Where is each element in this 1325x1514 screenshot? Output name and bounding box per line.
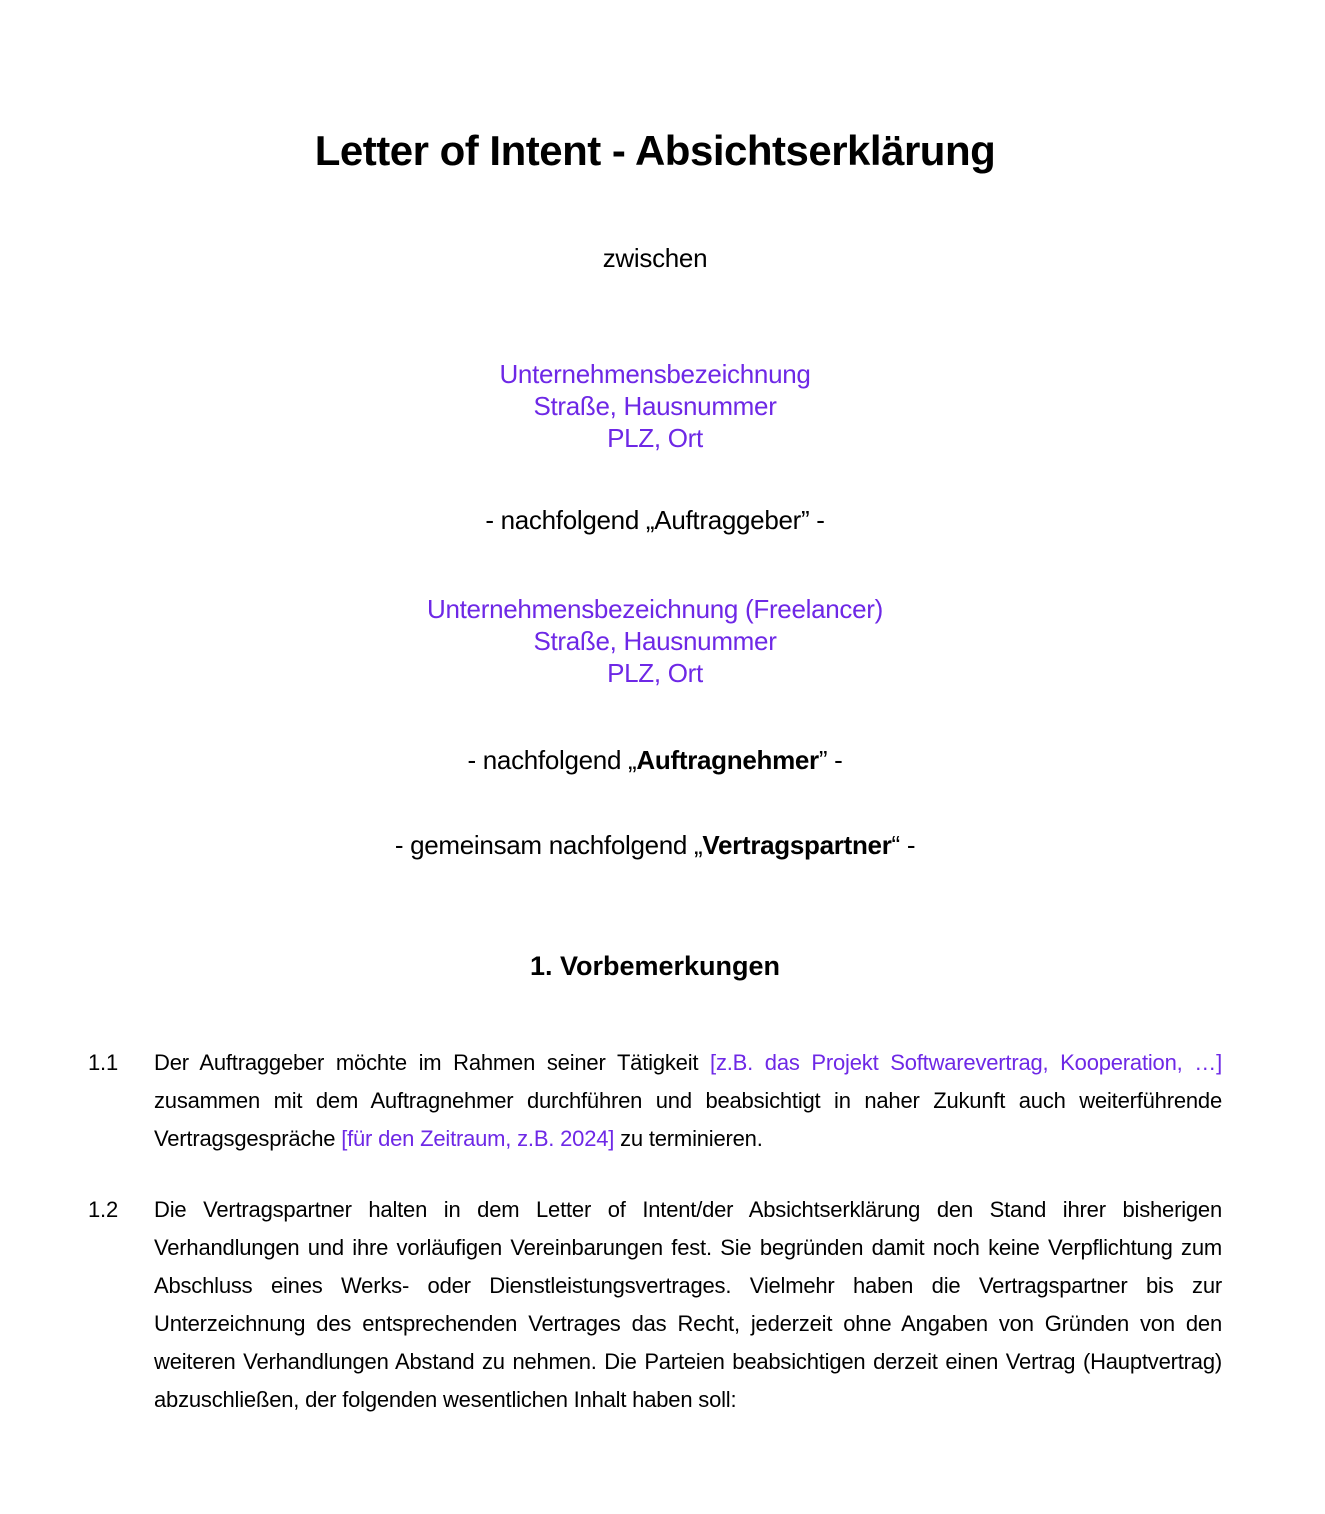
party1-designation-prefix: - nachfolgend „ xyxy=(485,505,655,535)
joint-designation xyxy=(88,830,1222,860)
party1-city-line: PLZ, Ort xyxy=(607,423,703,453)
paragraph-text-segment: zu terminieren. xyxy=(614,1126,763,1151)
between-label: zwischen xyxy=(602,243,708,273)
party2-designation-prefix: - nachfolgend „ xyxy=(467,745,637,775)
party2-designation-suffix: ” - xyxy=(818,745,843,775)
paragraph-number: 1.1 xyxy=(88,1050,118,1075)
party2-designation xyxy=(88,745,1222,775)
party1-address-block xyxy=(88,358,1222,454)
party1-designation xyxy=(88,505,1222,535)
party1-designation-name: Auftraggeber xyxy=(654,505,802,535)
paragraph-number: 1.2 xyxy=(88,1197,118,1222)
placeholder-text-segment: [z.B. das Projekt Softwarevertrag, Kooperation, …] xyxy=(710,1050,1223,1075)
section-heading: 1. Vorbemerkungen xyxy=(529,951,781,981)
joint-designation-prefix: - gemeinsam nachfolgend „ xyxy=(394,830,703,860)
joint-designation-suffix: “ - xyxy=(891,830,916,860)
party2-city-line: PLZ, Ort xyxy=(607,658,703,688)
party1-company-line: Unternehmensbezeichnung xyxy=(499,359,811,389)
paragraph-text-segment: zusammen mit dem Auftragnehmer durchführen und beabsichtigt in naher Zukunft auch weiterführende Vertragsgespräche xyxy=(154,1088,1222,1151)
party2-address-block xyxy=(88,593,1222,689)
joint-designation-name: Vertragspartner xyxy=(702,830,892,860)
party2-designation-name: Auftragnehmer xyxy=(636,745,819,775)
paragraph-1-2 xyxy=(88,1191,1222,1419)
paragraph-1-1 xyxy=(88,1044,1222,1158)
paragraph-text-segment: Die Vertragspartner halten in dem Letter of Intent/der Absichtserklärung den Stand ihrer bisherigen Verhandlungen und ihre vorläufigen Vereinbarungen fest. Sie begründen damit noch keine Verpflichtung zum Abschluss eines Werks- oder Dienstleistungsvertrages. Vielmehr haben die Vertragspartner bis zur Unterzeichnung des entsprechenden Vertrages das Recht, jederzeit ohne Angaben von Gründen von den weiteren Verhandlungen Abstand zu nehmen. Die Parteien beabsichtigen derzeit einen Vertrag (Hauptvertrag) abzuschließen, der folgenden wesentlichen Inhalt haben soll: xyxy=(154,1197,1222,1412)
party2-street-line: Straße, Hausnummer xyxy=(533,626,777,656)
party2-company-line: Unternehmensbezeichnung (Freelancer) xyxy=(426,594,883,624)
party1-designation-suffix: ” - xyxy=(801,505,825,535)
document-title: Letter of Intent - Absichtserklärung xyxy=(314,127,996,174)
party1-street-line: Straße, Hausnummer xyxy=(533,391,777,421)
placeholder-text-segment: [für den Zeitraum, z.B. 2024] xyxy=(341,1126,615,1151)
paragraph-text-segment: Der Auftraggeber möchte im Rahmen seiner Tätigkeit xyxy=(154,1050,711,1075)
